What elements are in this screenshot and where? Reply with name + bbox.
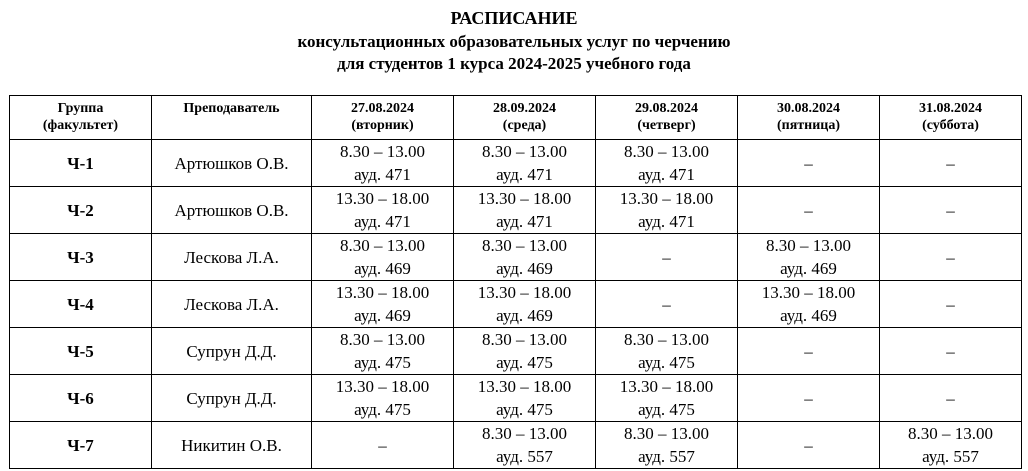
header-day <box>880 96 1022 140</box>
header-day-date: 28.09.2024 <box>493 101 556 116</box>
teacher-cell: Лескова Л.А. <box>152 234 312 281</box>
slot-time: 13.30 – 18.00 <box>335 189 430 208</box>
slot-room: ауд. 471 <box>638 212 695 231</box>
slot-room: ауд. 475 <box>638 353 695 372</box>
slot-time: – <box>662 247 671 267</box>
slot-cell <box>880 422 1022 469</box>
slot-room: ауд. 469 <box>780 259 837 278</box>
slot-cell <box>880 140 1022 187</box>
group-cell: Ч-7 <box>10 422 152 469</box>
slot-time: – <box>946 247 955 267</box>
slot-time: – <box>804 200 813 220</box>
header-day <box>738 96 880 140</box>
slot-room: ауд. 469 <box>354 259 411 278</box>
document-subtitle-year: для студентов 1 курса 2024-2025 учебного года <box>337 54 691 73</box>
slot-time: 8.30 – 13.00 <box>624 424 709 443</box>
slot-cell <box>880 187 1022 234</box>
slot-time: 8.30 – 13.00 <box>482 236 567 255</box>
slot-cell <box>596 422 738 469</box>
slot-cell <box>312 422 454 469</box>
group-cell: Ч-5 <box>10 328 152 375</box>
slot-time: 8.30 – 13.00 <box>340 236 425 255</box>
slot-time: 13.30 – 18.00 <box>619 189 714 208</box>
group-cell: Ч-6 <box>10 375 152 422</box>
slot-room: ауд. 469 <box>780 306 837 325</box>
slot-room: ауд. 557 <box>638 447 695 466</box>
table-row <box>10 187 1022 234</box>
table-row <box>10 281 1022 328</box>
header-day-weekday: (вторник) <box>351 118 414 133</box>
slot-time: 8.30 – 13.00 <box>340 142 425 161</box>
slot-cell <box>880 234 1022 281</box>
slot-cell <box>454 281 596 328</box>
slot-room: ауд. 469 <box>496 306 553 325</box>
header-day-weekday: (четверг) <box>637 118 696 133</box>
slot-cell <box>454 328 596 375</box>
table-row <box>10 140 1022 187</box>
slot-time: 13.30 – 18.00 <box>761 283 856 302</box>
teacher-cell: Артюшков О.В. <box>152 187 312 234</box>
slot-cell <box>312 187 454 234</box>
slot-time: – <box>804 435 813 455</box>
slot-room: ауд. 471 <box>496 165 553 184</box>
slot-cell <box>738 328 880 375</box>
table-row <box>10 375 1022 422</box>
slot-cell <box>738 234 880 281</box>
slot-room: ауд. 475 <box>354 400 411 419</box>
slot-time: – <box>378 435 387 455</box>
slot-time: – <box>804 153 813 173</box>
slot-room: ауд. 557 <box>922 447 979 466</box>
schedule-body <box>10 140 1022 469</box>
group-cell: Ч-2 <box>10 187 152 234</box>
group-cell: Ч-3 <box>10 234 152 281</box>
slot-time: – <box>662 294 671 314</box>
header-day-date: 29.08.2024 <box>635 101 698 116</box>
slot-time: 8.30 – 13.00 <box>340 330 425 349</box>
header-day-date: 27.08.2024 <box>351 101 414 116</box>
slot-cell <box>738 375 880 422</box>
header-day <box>312 96 454 140</box>
slot-room: ауд. 471 <box>496 212 553 231</box>
slot-cell <box>312 281 454 328</box>
header-day-date: 31.08.2024 <box>919 101 982 116</box>
document-title: РАСПИСАНИЕ <box>450 8 578 28</box>
slot-cell <box>596 328 738 375</box>
header-day <box>596 96 738 140</box>
slot-time: 13.30 – 18.00 <box>477 377 572 396</box>
slot-time: 8.30 – 13.00 <box>482 424 567 443</box>
slot-time: 8.30 – 13.00 <box>624 330 709 349</box>
group-cell: Ч-1 <box>10 140 152 187</box>
table-row <box>10 328 1022 375</box>
slot-time: 13.30 – 18.00 <box>335 377 430 396</box>
slot-cell <box>738 281 880 328</box>
header-group <box>10 96 152 140</box>
slot-cell <box>880 375 1022 422</box>
slot-cell <box>454 187 596 234</box>
slot-time: 13.30 – 18.00 <box>619 377 714 396</box>
slot-time: – <box>804 341 813 361</box>
slot-cell <box>454 375 596 422</box>
slot-time: 8.30 – 13.00 <box>908 424 993 443</box>
slot-room: ауд. 557 <box>496 447 553 466</box>
slot-room: ауд. 471 <box>638 165 695 184</box>
teacher-cell: Никитин О.В. <box>152 422 312 469</box>
slot-room: ауд. 471 <box>354 212 411 231</box>
slot-time: – <box>804 388 813 408</box>
slot-cell <box>454 422 596 469</box>
teacher-cell: Супрун Д.Д. <box>152 375 312 422</box>
slot-time: – <box>946 388 955 408</box>
slot-room: ауд. 475 <box>496 353 553 372</box>
table-header-row <box>10 96 1022 140</box>
slot-time: 13.30 – 18.00 <box>477 283 572 302</box>
header-group-sublabel: (факультет) <box>42 118 119 133</box>
slot-time: – <box>946 200 955 220</box>
teacher-cell: Супрун Д.Д. <box>152 328 312 375</box>
header-teacher: Преподаватель <box>152 96 312 140</box>
schedule-table <box>9 95 1022 469</box>
teacher-cell: Артюшков О.В. <box>152 140 312 187</box>
slot-time: 8.30 – 13.00 <box>482 330 567 349</box>
slot-cell <box>738 140 880 187</box>
slot-cell <box>454 234 596 281</box>
slot-room: ауд. 471 <box>354 165 411 184</box>
slot-cell <box>596 281 738 328</box>
slot-time: – <box>946 341 955 361</box>
header-day-weekday: (суббота) <box>922 118 979 133</box>
slot-time: 13.30 – 18.00 <box>335 283 430 302</box>
teacher-cell: Лескова Л.А. <box>152 281 312 328</box>
header-day-weekday: (пятница) <box>776 118 841 133</box>
slot-time: 13.30 – 18.00 <box>477 189 572 208</box>
slot-cell <box>312 140 454 187</box>
slot-time: – <box>946 153 955 173</box>
slot-cell <box>312 375 454 422</box>
slot-time: – <box>946 294 955 314</box>
slot-cell <box>738 422 880 469</box>
slot-cell <box>312 328 454 375</box>
header-day-date: 30.08.2024 <box>777 101 840 116</box>
slot-cell <box>880 328 1022 375</box>
document-subtitle: консультационных образовательных услуг по черчению <box>297 32 731 51</box>
slot-cell <box>738 187 880 234</box>
table-row <box>10 234 1022 281</box>
slot-room: ауд. 475 <box>354 353 411 372</box>
slot-cell <box>312 234 454 281</box>
slot-room: ауд. 475 <box>496 400 553 419</box>
slot-time: 8.30 – 13.00 <box>482 142 567 161</box>
header-group-label: Группа <box>57 101 104 116</box>
group-cell: Ч-4 <box>10 281 152 328</box>
slot-cell <box>596 375 738 422</box>
slot-room: ауд. 469 <box>354 306 411 325</box>
slot-cell <box>880 281 1022 328</box>
table-row <box>10 422 1022 469</box>
slot-room: ауд. 469 <box>496 259 553 278</box>
slot-room: ауд. 475 <box>638 400 695 419</box>
header-day-weekday: (среда) <box>502 118 547 133</box>
slot-cell <box>454 140 596 187</box>
slot-time: 8.30 – 13.00 <box>766 236 851 255</box>
slot-cell <box>596 187 738 234</box>
slot-time: 8.30 – 13.00 <box>624 142 709 161</box>
header-day <box>454 96 596 140</box>
slot-cell <box>596 140 738 187</box>
slot-cell <box>596 234 738 281</box>
